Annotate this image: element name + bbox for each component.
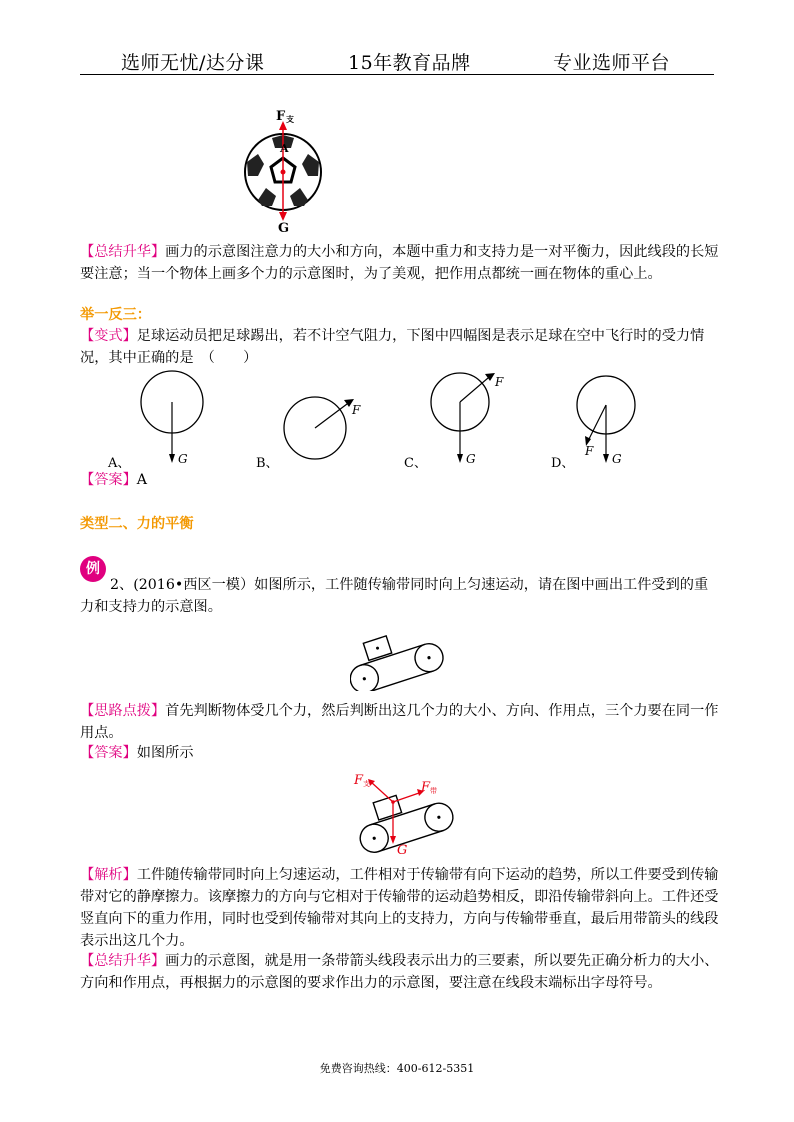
summary-text: 画力的示意图注意力的大小和方向，本题中重力和支持力是一对平衡力，因此线段的长短要注意；当一个物体上画多个力的示意图时，为了美观，把作用点都统一画在物体的重心上。 — [80, 244, 719, 282]
practice-answer-value: A — [136, 472, 148, 488]
summary-paragraph-2 — [80, 950, 720, 994]
option-d-label: D、 — [551, 456, 575, 471]
example-2-question: 2、(2016•西区一模）如图所示，工件随传输带同时向上匀速运动，请在图中画出工件受到的重力和支持力的示意图。 — [80, 577, 709, 615]
option-b-label: B、 — [256, 456, 279, 471]
hint-text: 首先判断物体受几个力，然后判断出这几个力的大小、方向、作用点，三个力要在同一作用点。 — [80, 703, 719, 741]
option-c-figure — [427, 370, 517, 470]
practice-heading: 举一反三： — [80, 307, 151, 323]
hint-paragraph — [80, 700, 720, 744]
variant-tag: 【变式】 — [80, 328, 137, 344]
summary-paragraph-1 — [80, 241, 720, 285]
section-2-title: 类型二、力的平衡 — [80, 516, 194, 532]
option-b-f-label: F — [352, 403, 361, 417]
option-d-g-label: G — [612, 452, 622, 466]
option-d-f-label: F — [585, 444, 594, 458]
answer-f-belt-sub: 带 — [430, 787, 437, 795]
ball-g-label: G — [278, 221, 290, 234]
summary-2-text: 画力的示意图，就是用一条带箭头线段表示出力的三要素，所以要先正确分析力的大小、方向和作用点，再根据力的示意图的要求作出力的示意图，要注意在线段末端标出字母符号。 — [80, 953, 719, 991]
header-right: 专业选师平台 — [553, 52, 671, 74]
header-left: 选师无忧/达分课 — [121, 52, 265, 74]
summary-2-tag: 【总结升华】 — [80, 953, 166, 969]
ball-a-label: A — [280, 142, 289, 155]
option-c-f-label: F — [495, 375, 504, 389]
answer-f-belt-label: F — [421, 780, 431, 795]
header-rule — [80, 74, 714, 75]
header-center: 15年教育品牌 — [348, 52, 471, 74]
conveyor-answer-figure — [345, 768, 455, 858]
analysis-paragraph — [80, 864, 720, 952]
answer-g-label: G — [397, 843, 408, 858]
hint-tag: 【思路点拨】 — [80, 703, 166, 719]
example-answer-text: 如图所示 — [136, 745, 194, 761]
variant-text: 足球运动员把足球踢出，若不计空气阻力，下图中四幅图是表示足球在空中飞行时的受力情况，其中正确的是 （ ） — [80, 328, 705, 366]
option-a-figure — [135, 370, 215, 470]
ball-f-label: F — [276, 109, 286, 124]
option-c-label: C、 — [404, 456, 427, 471]
practice-answer — [80, 469, 720, 491]
practice-answer-tag: 【答案】 — [80, 472, 137, 488]
option-a-label: A、 — [108, 456, 131, 471]
answer-f-support-sub: 支 — [363, 780, 370, 788]
option-d-figure — [573, 375, 653, 470]
option-a-g-label: G — [178, 452, 188, 466]
option-b-figure — [280, 390, 370, 470]
analysis-text: 工件随传输带同时向上匀速运动，工件相对于传输带有向下运动的趋势，所以工件要受到传输带对它的静摩擦力。该摩擦力的方向与它相对于传输带的运动趋势相反，即沿传输带斜向上。工件还受竖直向下的重力作用，同时也受到传输带对其向上的支持力，方向与传输带垂直，最后用带箭头的线段表示出这几个力。 — [80, 867, 719, 949]
example-answer — [80, 742, 720, 764]
example-answer-tag: 【答案】 — [80, 745, 137, 761]
variant-paragraph — [80, 325, 720, 369]
soccer-ball-figure — [236, 104, 336, 234]
example-badge: 例 — [80, 556, 106, 582]
answer-f-support-label: F — [354, 773, 364, 788]
summary-tag: 【总结升华】 — [80, 244, 166, 260]
option-c-g-label: G — [466, 452, 476, 466]
analysis-tag: 【解析】 — [80, 867, 137, 883]
footer-hotline: 免费咨询热线：400-612-5351 — [319, 1062, 475, 1075]
ball-f-sub-label: 支 — [286, 114, 294, 124]
conveyor-figure — [350, 626, 445, 691]
